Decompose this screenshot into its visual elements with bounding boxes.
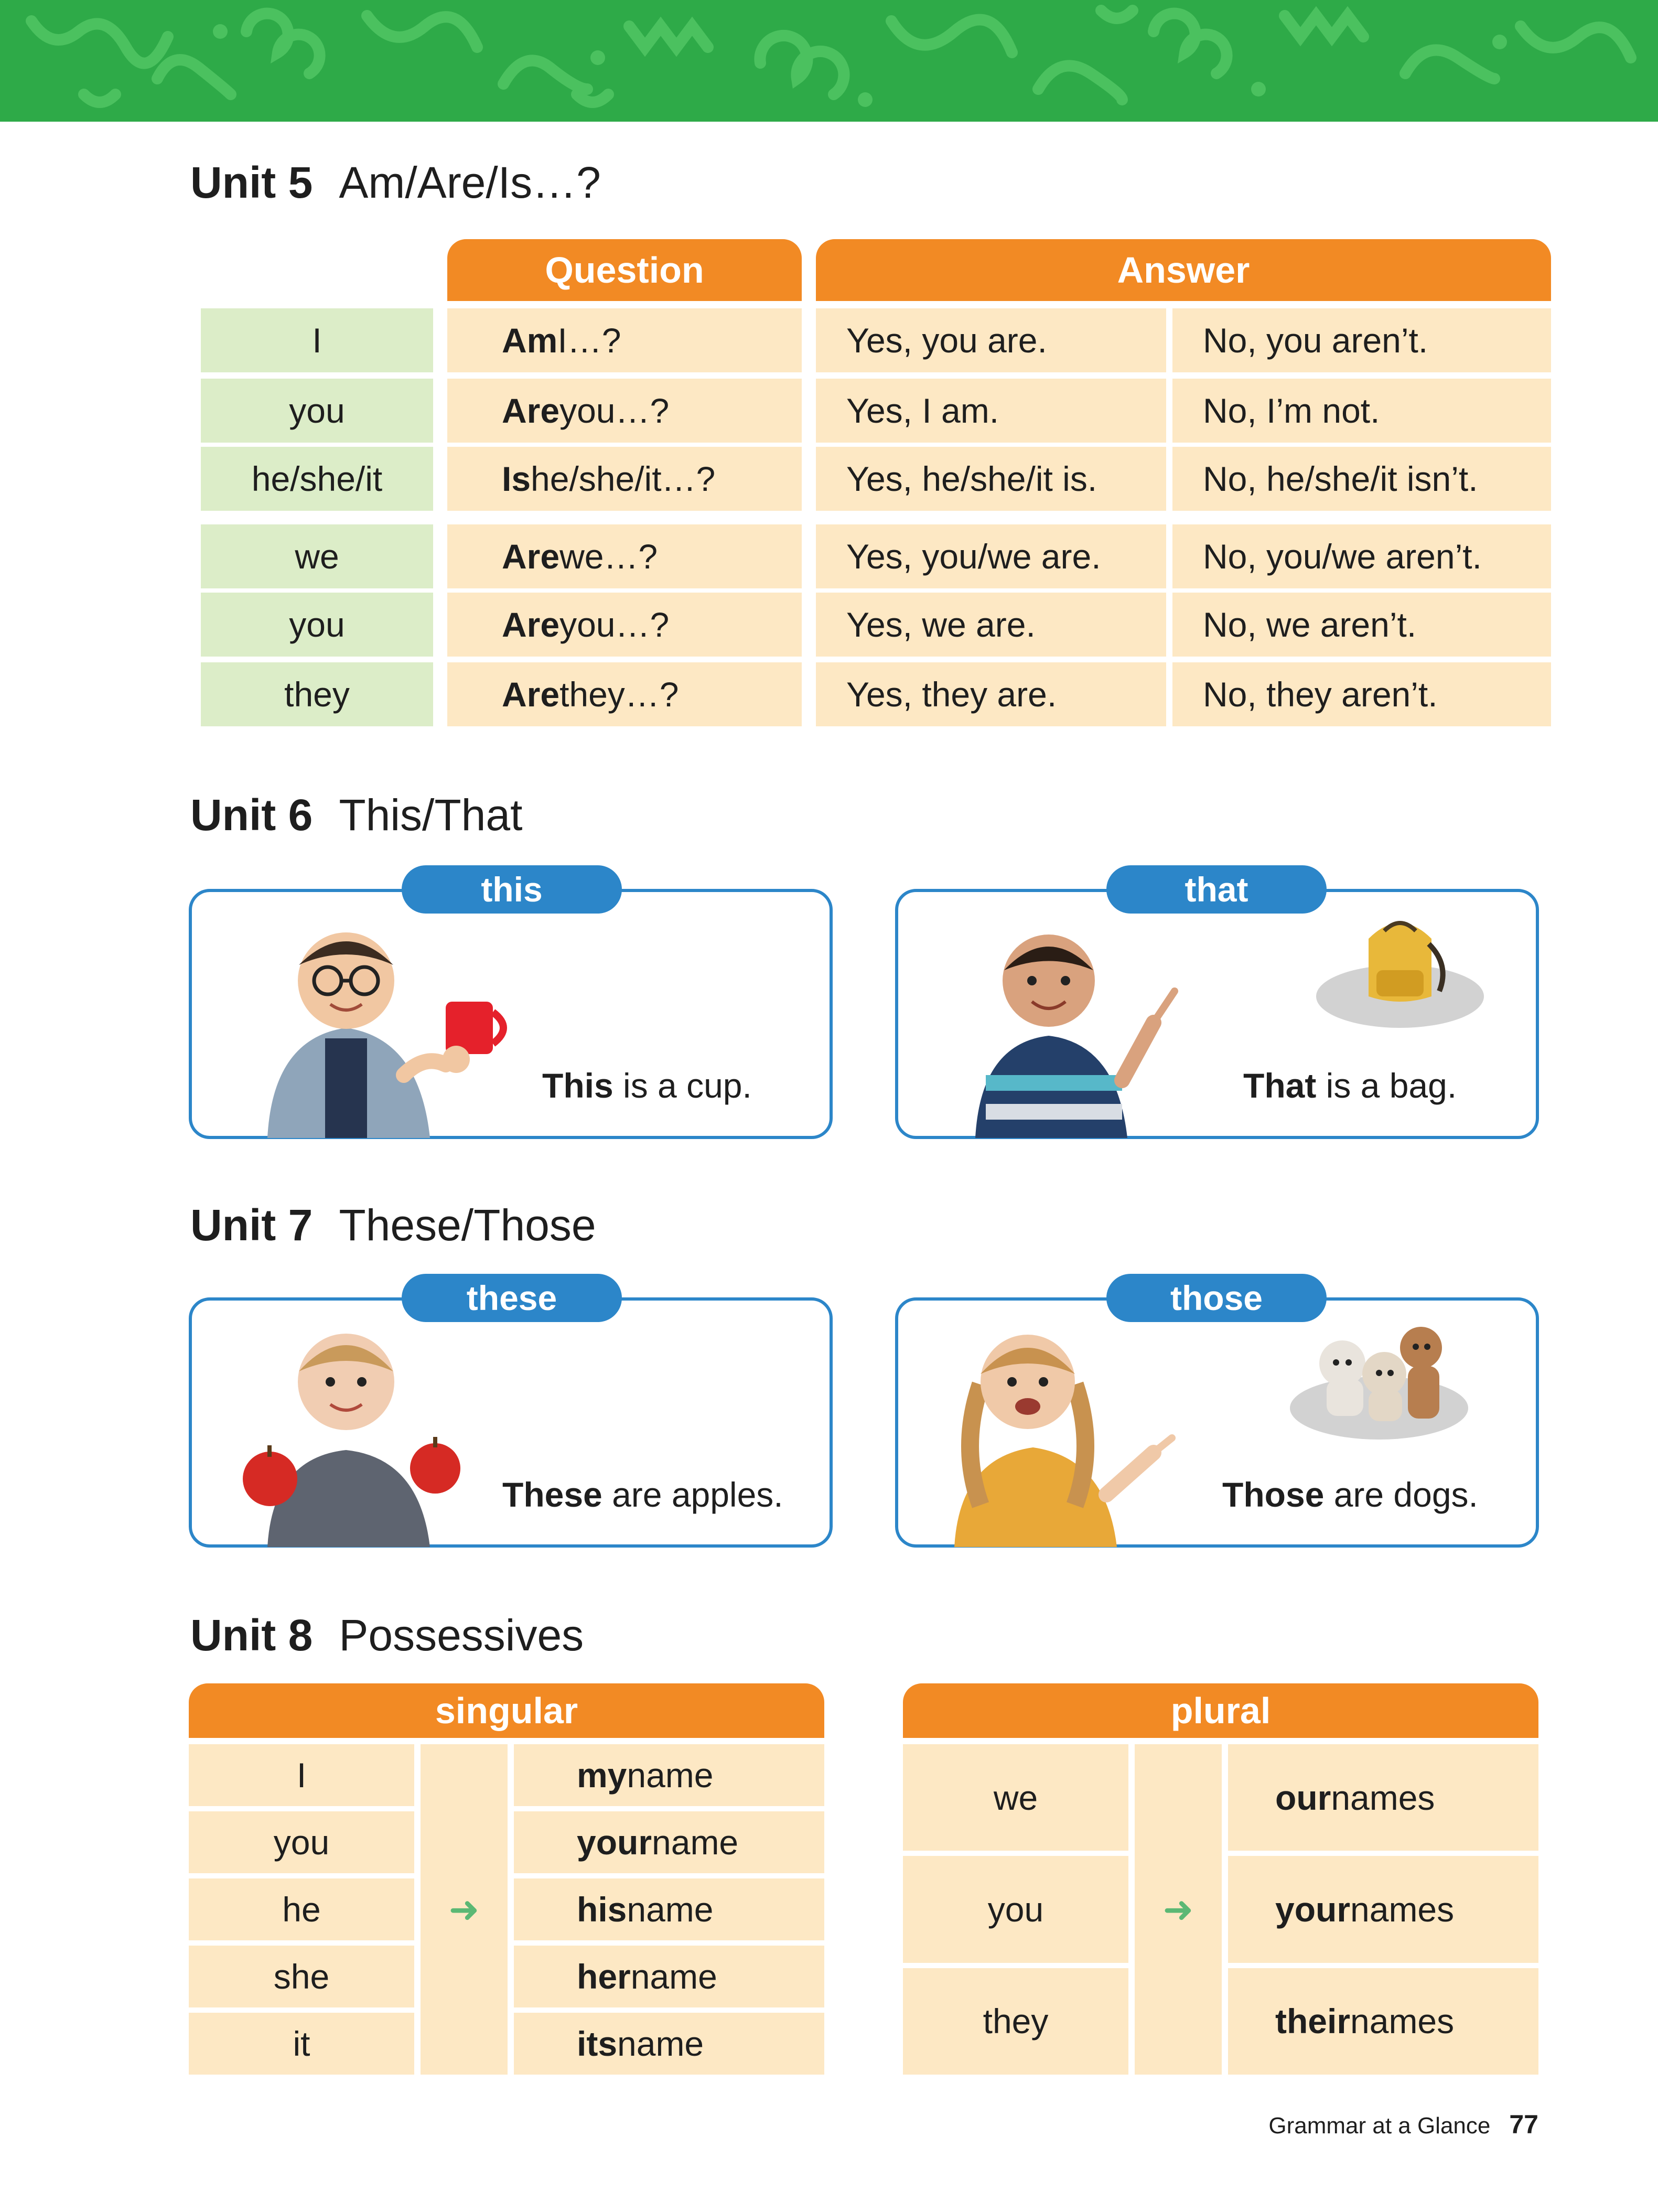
rest-text: they…?: [559, 675, 679, 714]
possessive-cell: [514, 1744, 824, 1806]
no-answer-cell: No, you aren’t.: [1172, 308, 1551, 372]
possessive-cell: [514, 1878, 824, 1940]
unit-number: Unit 8: [190, 1610, 313, 1660]
these-label: these: [402, 1274, 622, 1322]
rest-text: he/she/it…?: [531, 459, 716, 498]
rest-text: names: [1331, 1778, 1435, 1817]
these-rest: are apples.: [602, 1475, 783, 1514]
rest-text: name: [630, 1957, 717, 1996]
unit-title: Possessives: [339, 1610, 584, 1660]
yes-answer-cell: Yes, you/we are.: [816, 524, 1166, 588]
boy-holding-cup-illustration: [246, 907, 519, 1138]
question-header: Question: [447, 239, 802, 301]
subject-cell: they: [201, 662, 433, 726]
question-cell: [447, 524, 802, 588]
unit-6-heading: [190, 790, 523, 840]
unit-7-heading: [190, 1200, 596, 1250]
rest-text: name: [652, 1823, 739, 1862]
that-rest: is a bag.: [1316, 1066, 1457, 1105]
bold-word: Am: [502, 321, 558, 360]
bold-word: Are: [502, 605, 560, 644]
rest-text: name: [627, 1756, 714, 1795]
unit-title: These/Those: [339, 1200, 596, 1250]
yes-answer-cell: Yes, they are.: [816, 662, 1166, 726]
subject-cell: they: [903, 1968, 1128, 2075]
possessive-cell: [514, 1946, 824, 2007]
bold-word: its: [577, 2024, 618, 2063]
those-label: those: [1106, 1274, 1327, 1322]
this-word: This: [542, 1066, 613, 1105]
bold-word: Are: [502, 537, 560, 576]
rest-text: you…?: [559, 391, 670, 430]
question-cell: [447, 308, 802, 372]
subject-cell: I: [201, 308, 433, 372]
singular-header: singular: [189, 1683, 824, 1738]
subject-cell: you: [201, 593, 433, 657]
subject-cell: he: [189, 1878, 414, 1940]
bold-word: our: [1275, 1778, 1331, 1817]
that-word: That: [1243, 1066, 1317, 1105]
boy-pointing-illustration: [965, 923, 1185, 1138]
section-name: Grammar at a Glance: [1268, 2113, 1491, 2139]
no-answer-cell: No, he/she/it isn’t.: [1172, 447, 1551, 511]
bold-word: your: [577, 1823, 652, 1862]
bold-word: his: [577, 1890, 627, 1929]
unit-number: Unit 5: [190, 158, 313, 207]
this-label: this: [402, 865, 622, 914]
yes-answer-cell: Yes, he/she/it is.: [816, 447, 1166, 511]
arrow-icon: ➜: [1135, 1744, 1222, 2075]
question-cell: [447, 662, 802, 726]
question-cell: [447, 379, 802, 443]
possessive-cell: [1228, 1856, 1538, 1962]
possessive-cell: [514, 2013, 824, 2075]
unit-8-heading: [190, 1610, 584, 1660]
possessive-cell: [1228, 1744, 1538, 1851]
bold-word: their: [1275, 2002, 1351, 2041]
subject-cell: you: [201, 379, 433, 443]
yes-answer-cell: Yes, I am.: [816, 379, 1166, 443]
unit-5-heading: [190, 160, 601, 205]
unit-number: Unit 7: [190, 1200, 313, 1250]
question-cell: [447, 593, 802, 657]
bold-word: her: [577, 1957, 631, 1996]
those-word: Those: [1222, 1475, 1325, 1514]
yes-answer-cell: Yes, we are.: [816, 593, 1166, 657]
yes-answer-cell: Yes, you are.: [816, 308, 1166, 372]
these-word: These: [502, 1475, 602, 1514]
no-answer-cell: No, we aren’t.: [1172, 593, 1551, 657]
top-banner: [0, 0, 1658, 122]
subject-cell: he/she/it: [201, 447, 433, 511]
no-answer-cell: No, you/we aren’t.: [1172, 524, 1551, 588]
bold-word: your: [1275, 1889, 1351, 1929]
unit-number: Unit 6: [190, 790, 313, 840]
rest-text: we…?: [559, 537, 658, 576]
possessive-cell: [1228, 1968, 1538, 2075]
no-answer-cell: No, I’m not.: [1172, 379, 1551, 443]
question-cell: [447, 447, 802, 511]
subject-cell: you: [189, 1811, 414, 1873]
those-sentence: [1222, 1475, 1478, 1515]
subject-cell: she: [189, 1946, 414, 2007]
rest-text: you…?: [559, 605, 670, 644]
answer-header: Answer: [816, 239, 1551, 301]
those-rest: are dogs.: [1324, 1475, 1478, 1514]
arrow-icon: ➜: [421, 1744, 508, 2075]
rest-text: names: [1350, 1889, 1455, 1929]
bold-word: my: [577, 1756, 627, 1795]
rest-text: I…?: [557, 321, 621, 360]
girl-pointing-illustration: [939, 1322, 1180, 1547]
rest-text: name: [617, 2024, 704, 2063]
bold-word: Is: [502, 459, 531, 498]
bold-word: Are: [502, 391, 560, 430]
backpack-illustration: [1311, 918, 1489, 1038]
subject-cell: you: [903, 1856, 1128, 1962]
bold-word: Are: [502, 675, 560, 714]
plural-header: plural: [903, 1683, 1538, 1738]
page-footer: [1268, 2109, 1538, 2140]
this-sentence: [542, 1066, 752, 1105]
this-rest: is a cup.: [613, 1066, 752, 1105]
subject-cell: we: [903, 1744, 1128, 1851]
unit-title: This/That: [339, 790, 523, 840]
rest-text: names: [1350, 2002, 1455, 2041]
dogs-illustration: [1285, 1316, 1473, 1447]
subject-cell: we: [201, 524, 433, 588]
no-answer-cell: No, they aren’t.: [1172, 662, 1551, 726]
squiggle-pattern: [0, 0, 1658, 122]
these-sentence: [502, 1475, 783, 1515]
girl-holding-apples-illustration: [231, 1322, 472, 1547]
rest-text: name: [627, 1890, 714, 1929]
subject-cell: it: [189, 2013, 414, 2075]
page-number: 77: [1509, 2110, 1538, 2139]
possessive-cell: [514, 1811, 824, 1873]
that-sentence: [1243, 1066, 1457, 1105]
unit-title: Am/Are/Is…?: [339, 158, 601, 207]
that-label: that: [1106, 865, 1327, 914]
subject-cell: I: [189, 1744, 414, 1806]
